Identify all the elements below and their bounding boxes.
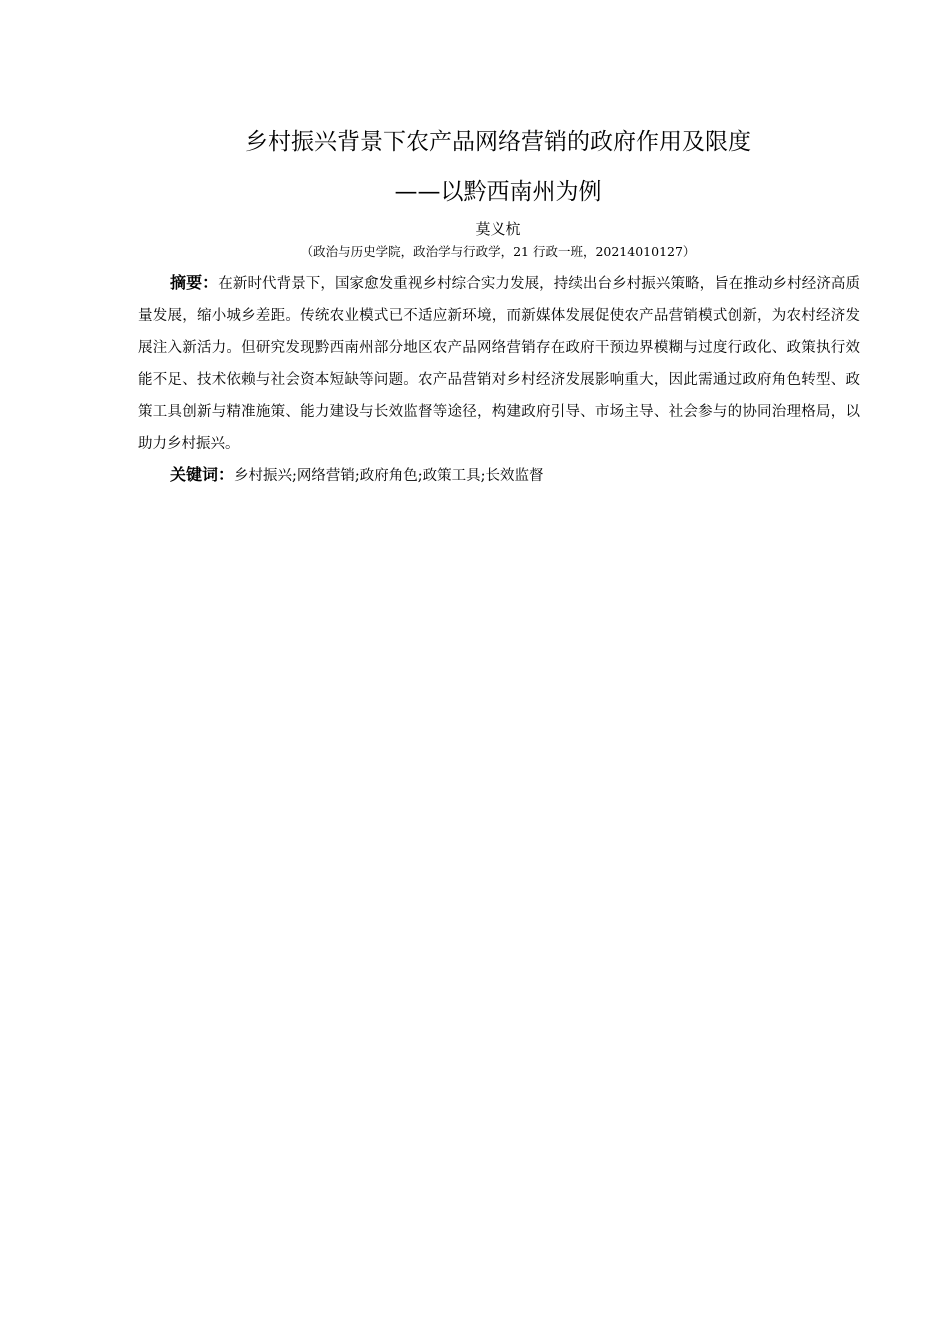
paper-subtitle: ——以黔西南州为例 [394,179,602,205]
keywords-text: 乡村振兴;网络营销;政府角色;政策工具;长效监督 [234,468,544,484]
author-affiliation: （政治与历史学院，政治学与行政学，21 行政一班，20214010127） [300,244,696,259]
keywords-label: 关键词： [170,465,235,484]
abstract-text: 在新时代背景下，国家愈发重视乡村综合实力发展，持续出台乡村振兴策略，旨在推动乡村经济高质量发展，缩小城乡差距。传统农业模式已不适应新环境，而新媒体发展促使农产品营销模式创新，为农村经济发展注入新活力。但研究发现黔西南州部分地区农产品网络营销存在政府干预边界模糊与过度行政化、政策执行效能不足、技术依赖与社会资本短缺等问题。农产品营销对乡村经济发展影响重大，因此需通过政府角色转型、政策工具创新与精准施策、能力建设与长效监督等途径，构建政府引导、市场主导、社会参与的协同治理格局，以助力乡村振兴。 [138,276,860,452]
abstract-paragraph [138,267,860,460]
abstract-label: 摘要： [170,273,219,292]
keywords-line [170,459,860,492]
author-name: 莫义杭 [475,220,521,238]
paper-title: 乡村振兴背景下农产品网络营销的政府作用及限度 [245,129,751,155]
